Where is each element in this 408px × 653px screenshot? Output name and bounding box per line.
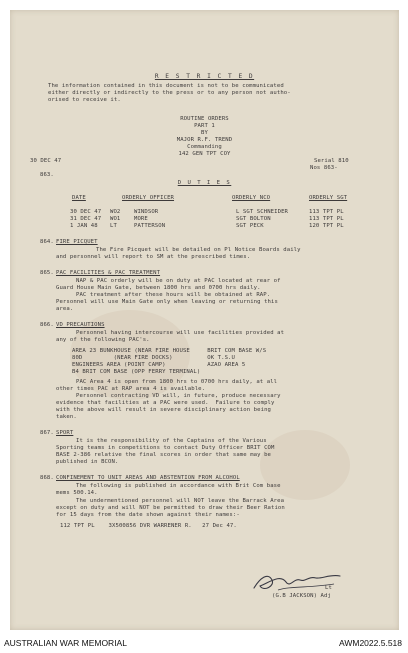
section-text: for 15 days from the date shown against their names:- xyxy=(56,512,240,518)
duty-rank: WO1 xyxy=(110,216,121,222)
archive-footer xyxy=(0,630,408,653)
section-number: 864. xyxy=(40,239,54,245)
archive-reference: AWM2022.5.518 xyxy=(339,638,402,648)
section-text: mems 500.14. xyxy=(56,490,98,496)
section-text: with the above will result in severe disciplinary action being xyxy=(56,407,271,413)
signatory-rank: Lt xyxy=(325,585,332,591)
document-page xyxy=(10,10,399,630)
confined-personnel-entry: 112 TPT PL 3X500856 DVR WARRENER R. 27 Dec 47. xyxy=(60,523,237,529)
col-orderly-officer: ORDERLY OFFICER xyxy=(122,195,175,201)
orders-title: ROUTINE ORDERS xyxy=(180,116,229,122)
section-heading: PAC FACILITIES & PAC TREATMENT xyxy=(56,270,161,276)
section-text: evidence that facilities at a PAC were used. Failure to comply xyxy=(56,400,275,406)
col-date: DATE xyxy=(72,195,86,201)
section-text: taken. xyxy=(56,414,77,420)
section-number: 868. xyxy=(40,475,54,481)
order-numbers: Nos 863- xyxy=(310,165,338,171)
pac-location: AREA 23 BUNKHOUSE (NEAR FIRE HOUSE BRIT COM BASE W/S xyxy=(72,348,267,354)
duty-nco: SGT BOLTON xyxy=(236,216,271,222)
duty-rank: WO2 xyxy=(110,209,121,215)
classification-heading: R E S T R I C T E D xyxy=(154,73,255,80)
section-text: NAP & PAC orderly will be on duty at PAC located at rear of xyxy=(76,278,281,284)
section-number: 867. xyxy=(40,430,54,436)
pac-location: 80D (NEAR FIRE DOCKS) OK T.S.U xyxy=(72,355,235,361)
section-number: 863. xyxy=(40,172,54,178)
section-text: BASE 2-386 relative the final scores in order that same may be xyxy=(56,452,271,458)
duties-heading: D U T I E S xyxy=(177,180,232,186)
order-date: 30 DEC 47 xyxy=(30,158,62,164)
section-heading: VD PRECAUTIONS xyxy=(56,322,105,328)
section-text: The following is published in accordance with Brit Com base xyxy=(76,483,281,489)
duty-date: 31 DEC 47 xyxy=(70,216,102,222)
orders-by: BY xyxy=(201,130,208,136)
section-text: Personnel will use Main Gate only when leaving or returning this xyxy=(56,299,278,305)
section-text: Personnel having intercourse will use facilities provided at xyxy=(76,330,285,336)
duty-date: 30 DEC 47 xyxy=(70,209,102,215)
section-number: 865. xyxy=(40,270,54,276)
pac-location: B4 BRIT COM BASE (OPP FERRY TERMINAL) xyxy=(72,369,201,375)
section-text: except on duty and will NOT be permitted to draw their Beer Ration xyxy=(56,505,285,511)
archive-name: AUSTRALIAN WAR MEMORIAL xyxy=(4,638,127,648)
duty-date: 1 JAN 48 xyxy=(70,223,98,229)
handwritten-signature xyxy=(250,568,350,596)
notice-line: either directly or indirectly to the press or to any person not autho- xyxy=(48,90,291,96)
pac-location: ENGINEERS AREA (POINT CAMP) AZAO AREA 5 xyxy=(72,362,246,368)
section-text: other times PAC at RAP area 4 is available. xyxy=(56,386,206,392)
col-orderly-nco: ORDERLY NCO xyxy=(232,195,271,201)
section-text: area. xyxy=(56,306,74,312)
notice-line: orised to receive it. xyxy=(48,97,121,103)
section-text: The Fire Picquet will be detailed on Pl Notice Boards daily xyxy=(96,247,301,253)
section-number: 866. xyxy=(40,322,54,328)
section-text: Personnel contracting VD will, in future, produce necessary xyxy=(76,393,281,399)
commander-name: MAJOR R.F. TREND xyxy=(176,137,233,143)
commanding-label: Commanding xyxy=(187,144,222,150)
section-text: published in BCON. xyxy=(56,459,119,465)
duty-nco: L SGT SCHNEIDER xyxy=(236,209,289,215)
section-heading: CONFINEMENT TO UNIT AREAS AND ABSTENTION FROM ALCOHOL xyxy=(56,475,240,481)
duty-unit: 120 TPT PL xyxy=(309,223,344,229)
duty-officer: MORE xyxy=(134,216,148,222)
notice-line: The information contained in this document is not to be communicated xyxy=(48,83,284,89)
section-text: and personnel will report to SM at the prescribed times. xyxy=(56,254,251,260)
section-heading: FIRE PICQUET xyxy=(56,239,98,245)
section-text: Guard House Main Gate, between 1800 hrs and 0700 hrs daily. xyxy=(56,285,261,291)
section-text: any of the following PAC's. xyxy=(56,337,150,343)
col-orderly-sgt: ORDERLY SGT xyxy=(309,195,348,201)
signatory-name: (G.B JACKSON) Adj xyxy=(272,593,331,599)
duty-nco: SGT PECK xyxy=(236,223,264,229)
section-text: It is the responsibility of the Captains of the Various xyxy=(76,438,267,444)
section-text: Sporting teams in competitions to contact Duty Officer BRIT COM xyxy=(56,445,275,451)
duty-unit: 113 TPT PL xyxy=(309,216,344,222)
section-text: The undermentioned personnel will NOT leave the Barrack Area xyxy=(76,498,285,504)
orders-part: PART 1 xyxy=(194,123,215,129)
unit-name: 142 GEN TPT COY xyxy=(178,151,231,157)
duty-officer: PATTERSON xyxy=(134,223,166,229)
duty-unit: 113 TPT PL xyxy=(309,209,344,215)
section-text: PAC Area 4 is open from 1800 hrs to 0700 hrs daily, at all xyxy=(76,379,278,385)
duty-rank: LT xyxy=(110,223,117,229)
section-text: PAC treatment after these hours will be obtained at RAP. xyxy=(76,292,271,298)
section-heading: SPORT xyxy=(56,430,74,436)
serial-number: Serial 810 xyxy=(314,158,349,164)
duty-officer: WINDSOR xyxy=(134,209,159,215)
